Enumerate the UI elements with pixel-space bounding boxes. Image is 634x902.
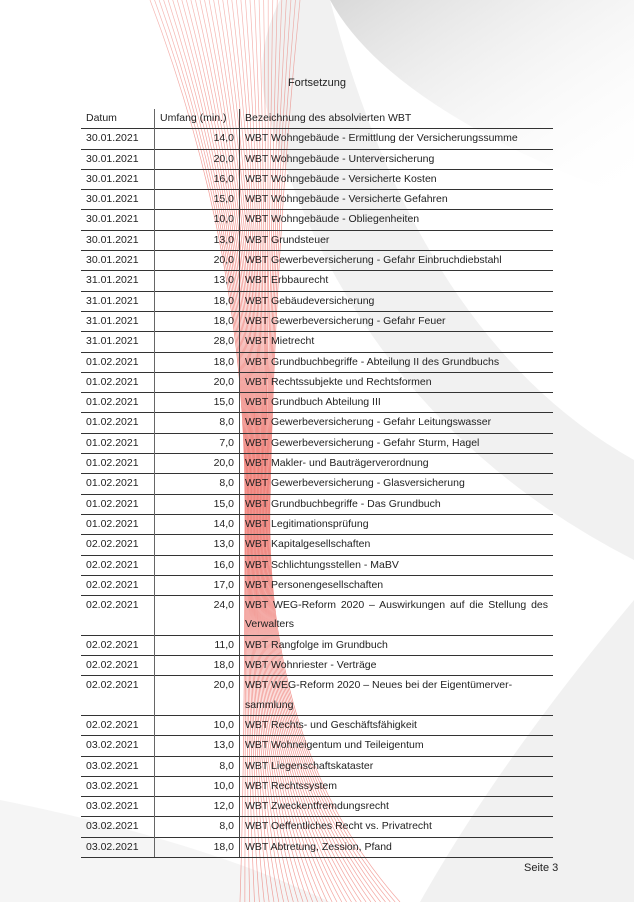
table-row — [81, 676, 553, 716]
table-row — [81, 291, 553, 311]
table-row — [81, 230, 553, 250]
cell-minutes: 10,0 — [155, 776, 240, 796]
cell-title: WBT Gewerbeversicherung - Gefahr Leitungswasser — [240, 413, 554, 433]
cell-minutes: 15,0 — [155, 393, 240, 413]
cell-date: 01.02.2021 — [81, 372, 155, 392]
table-row — [81, 635, 553, 655]
table-row — [81, 797, 553, 817]
cell-title: WBT Gewerbeversicherung - Gefahr Feuer — [240, 311, 554, 331]
cell-minutes: 8,0 — [155, 817, 240, 837]
table-row — [81, 454, 553, 474]
cell-minutes: 20,0 — [155, 251, 240, 271]
cell-minutes: 8,0 — [155, 474, 240, 494]
cell-title: WBT Zweckentfremdungsrecht — [240, 797, 554, 817]
cell-date: 02.02.2021 — [81, 575, 155, 595]
table-row — [81, 656, 553, 676]
cell-minutes: 13,0 — [155, 535, 240, 555]
cell-title: WBT Grundbuchbegriffe - Das Grundbuch — [240, 494, 554, 514]
cell-title: WBT Gewerbeversicherung - Gefahr Einbruchdiebstahl — [240, 251, 554, 271]
cell-date: 31.01.2021 — [81, 311, 155, 331]
cell-minutes: 16,0 — [155, 169, 240, 189]
cell-title: WBT Grundsteuer — [240, 230, 554, 250]
cell-date: 03.02.2021 — [81, 797, 155, 817]
cell-date: 01.02.2021 — [81, 474, 155, 494]
header-title: Bezeichnung des absolvierten WBT — [240, 109, 554, 129]
cell-date: 01.02.2021 — [81, 393, 155, 413]
cell-date: 30.01.2021 — [81, 190, 155, 210]
cell-title: WBT Gebäudeversicherung — [240, 291, 554, 311]
cell-date: 02.02.2021 — [81, 676, 155, 716]
cell-minutes: 17,0 — [155, 575, 240, 595]
cell-date: 31.01.2021 — [81, 291, 155, 311]
table-row — [81, 715, 553, 735]
page-number: Seite 3 — [524, 862, 559, 874]
cell-date: 03.02.2021 — [81, 736, 155, 756]
cell-title: WBT Gewerbeversicherung - Glasversicherung — [240, 474, 554, 494]
cell-title: WBT Liegenschaftskataster — [240, 756, 554, 776]
cell-date: 01.02.2021 — [81, 494, 155, 514]
table-row — [81, 433, 553, 453]
cell-minutes: 14,0 — [155, 129, 240, 149]
cell-minutes: 13,0 — [155, 736, 240, 756]
cell-title: WBT Kapitalgesellschaften — [240, 535, 554, 555]
table-row — [81, 817, 553, 837]
cell-title: WBT Wohngebäude - Obliegenheiten — [240, 210, 554, 230]
header-date: Datum — [86, 112, 117, 124]
cell-minutes: 15,0 — [155, 494, 240, 514]
cell-title: WBT Erbbaurecht — [240, 271, 554, 291]
cell-minutes: 28,0 — [155, 332, 240, 352]
table-row — [81, 535, 553, 555]
table-row — [81, 372, 553, 392]
table-row — [81, 393, 553, 413]
cell-title: WBT Wohngebäude - Ermittlung der Versicherungssumme — [240, 129, 554, 149]
cell-minutes: 13,0 — [155, 230, 240, 250]
cell-date: 02.02.2021 — [81, 535, 155, 555]
cell-title: WBT Wohneigentum und Teileigentum — [240, 736, 554, 756]
cell-minutes: 20,0 — [155, 372, 240, 392]
cell-title: WBT Rechtssystem — [240, 776, 554, 796]
table-row — [81, 776, 553, 796]
cell-date: 02.02.2021 — [81, 555, 155, 575]
cell-date: 30.01.2021 — [81, 149, 155, 169]
cell-minutes: 18,0 — [155, 311, 240, 331]
cell-title: WBT Personengesellschaften — [240, 575, 554, 595]
cell-minutes: 8,0 — [155, 413, 240, 433]
cell-title: WBT Makler- und Bauträgerverordnung — [240, 454, 554, 474]
cell-minutes: 13,0 — [155, 271, 240, 291]
cell-date: 03.02.2021 — [81, 776, 155, 796]
table-row — [81, 575, 553, 595]
cell-minutes: 10,0 — [155, 715, 240, 735]
cell-date: 01.02.2021 — [81, 514, 155, 534]
table-row — [81, 190, 553, 210]
table-row — [81, 311, 553, 331]
cell-date: 03.02.2021 — [81, 756, 155, 776]
table-row — [81, 251, 553, 271]
cell-date: 31.01.2021 — [81, 271, 155, 291]
cell-minutes: 14,0 — [155, 514, 240, 534]
table-row — [81, 596, 553, 636]
cell-date: 03.02.2021 — [81, 837, 155, 857]
cell-date: 01.02.2021 — [81, 454, 155, 474]
table-row — [81, 514, 553, 534]
cell-title: WBT Wohngebäude - Versicherte Kosten — [240, 169, 554, 189]
cell-title: WBT Wohngebäude - Unterversicherung — [240, 149, 554, 169]
table-row — [81, 837, 553, 857]
cell-title: WBT Rechtssubjekte und Rechtsformen — [240, 372, 554, 392]
cell-minutes: 18,0 — [155, 656, 240, 676]
table-row — [81, 413, 553, 433]
cell-title: WBT Wohngebäude - Versicherte Gefahren — [240, 190, 554, 210]
table-row — [81, 474, 553, 494]
cell-minutes: 18,0 — [155, 291, 240, 311]
cell-title: WBT Mietrecht — [240, 332, 554, 352]
cell-title: WBT Abtretung, Zession, Pfand — [240, 837, 554, 857]
cell-date: 02.02.2021 — [81, 656, 155, 676]
cell-minutes: 7,0 — [155, 433, 240, 453]
cell-date: 30.01.2021 — [81, 251, 155, 271]
cell-minutes: 8,0 — [155, 756, 240, 776]
cell-minutes: 18,0 — [155, 352, 240, 372]
cell-title: WBT Legitimationsprüfung — [240, 514, 554, 534]
cell-minutes: 15,0 — [155, 190, 240, 210]
cell-title: WBT Oeffentliches Recht vs. Privatrecht — [240, 817, 554, 837]
cell-minutes: 11,0 — [155, 635, 240, 655]
cell-title: WBT WEG-Reform 2020 – Neues bei der Eigentümerver-sammlung — [240, 676, 554, 716]
cell-title: WBT Grundbuch Abteilung III — [240, 393, 554, 413]
cell-title: WBT Rangfolge im Grundbuch — [240, 635, 554, 655]
cell-minutes: 12,0 — [155, 797, 240, 817]
cell-minutes: 20,0 — [155, 149, 240, 169]
cell-title: WBT Rechts- und Geschäftsfähigkeit — [240, 715, 554, 735]
table-row — [81, 352, 553, 372]
table-row — [81, 494, 553, 514]
cell-date: 01.02.2021 — [81, 433, 155, 453]
table-row — [81, 271, 553, 291]
header-minutes: Umfang (min.) — [155, 109, 240, 129]
cell-minutes: 20,0 — [155, 676, 240, 716]
cell-date: 30.01.2021 — [81, 129, 155, 149]
cell-title: WBT WEG-Reform 2020 – Auswirkungen auf die Stellung des Verwalters — [240, 596, 554, 636]
cell-date: 03.02.2021 — [81, 817, 155, 837]
cell-date: 30.01.2021 — [81, 169, 155, 189]
cell-minutes: 16,0 — [155, 555, 240, 575]
cell-title: WBT Wohnriester - Verträge — [240, 656, 554, 676]
table-header-row — [81, 109, 553, 129]
cell-date: 01.02.2021 — [81, 352, 155, 372]
cell-date: 02.02.2021 — [81, 715, 155, 735]
table-row — [81, 129, 553, 149]
table-row — [81, 736, 553, 756]
table-row — [81, 169, 553, 189]
cell-title: WBT Gewerbeversicherung - Gefahr Sturm, Hagel — [240, 433, 554, 453]
table-row — [81, 149, 553, 169]
cell-date: 31.01.2021 — [81, 332, 155, 352]
cell-date: 30.01.2021 — [81, 230, 155, 250]
cell-minutes: 24,0 — [155, 596, 240, 636]
cell-date: 01.02.2021 — [81, 413, 155, 433]
cell-minutes: 10,0 — [155, 210, 240, 230]
cell-date: 02.02.2021 — [81, 596, 155, 636]
cell-minutes: 18,0 — [155, 837, 240, 857]
wbt-table — [81, 109, 553, 858]
cell-date: 02.02.2021 — [81, 635, 155, 655]
cell-date: 30.01.2021 — [81, 210, 155, 230]
table-row — [81, 555, 553, 575]
table-row — [81, 756, 553, 776]
cell-minutes: 20,0 — [155, 454, 240, 474]
cell-title: WBT Grundbuchbegriffe - Abteilung II des Grundbuchs — [240, 352, 554, 372]
table-row — [81, 210, 553, 230]
page-title: Fortsetzung — [287, 77, 347, 89]
cell-title: WBT Schlichtungsstellen - MaBV — [240, 555, 554, 575]
table-row — [81, 332, 553, 352]
